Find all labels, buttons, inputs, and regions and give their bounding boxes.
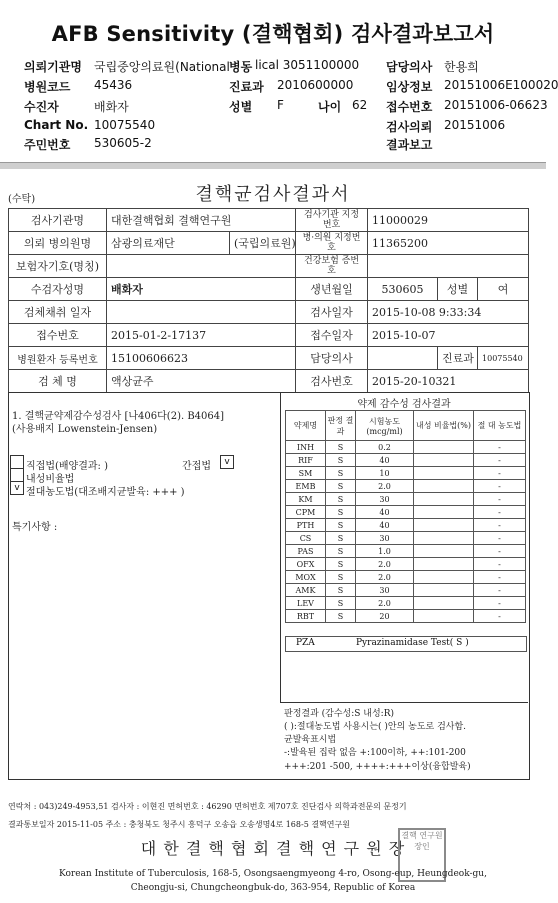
absolute-checkbox: v <box>10 481 24 495</box>
header-label: 병동 <box>229 60 253 74</box>
sens-cell: 30 <box>356 532 414 545</box>
sens-cell: - <box>474 493 526 506</box>
sens-cell <box>414 493 474 506</box>
sens-cell: - <box>474 545 526 558</box>
pza-label: PZA <box>296 638 315 648</box>
sens-cell: 20 <box>356 610 414 623</box>
sens-cell: - <box>474 532 526 545</box>
sens-row <box>286 558 526 571</box>
accept-number: 2015-01-2-17137 <box>107 324 296 347</box>
clinic-type: (국립의료원) <box>230 232 296 255</box>
sens-cell: CS <box>286 532 326 545</box>
sens-cell: S <box>326 454 356 467</box>
sens-cell <box>414 519 474 532</box>
sens-cell <box>414 545 474 558</box>
test-date: 2015-10-08 9:33:34 <box>368 301 529 324</box>
legend-line: ( ):절대농도법 사용시는( )안의 농도로 검사함. <box>284 722 467 732</box>
sens-cell: - <box>474 519 526 532</box>
header-label: 검사의뢰 <box>386 120 433 134</box>
accept-date: 2015-10-07 <box>368 324 529 347</box>
insurer <box>107 255 296 278</box>
patient-sex: 여 <box>478 278 529 301</box>
info-label: 검사일자 <box>296 301 368 324</box>
absolute-method: 절대농도법(대조배지균발육: +++ ) <box>26 487 185 498</box>
info-label: 검사번호 <box>296 370 368 393</box>
sens-cell: - <box>474 610 526 623</box>
info-label: 진료과 <box>438 347 478 370</box>
sens-cell: 0.2 <box>356 441 414 454</box>
sens-row <box>286 454 526 467</box>
sens-header: 내성 비율법(%) <box>414 411 474 441</box>
header-label: 주민번호 <box>24 138 71 152</box>
footer-contact: 연락처 : 043)249-4953,51 검사자 : 이현진 면허번호 : 46290 면허번호 제707호 진단검사 의학과전문의 문정기 <box>8 802 407 811</box>
patient-dob: 530605 <box>368 278 438 301</box>
header-value: 530605-2 <box>94 136 152 150</box>
sens-cell <box>414 558 474 571</box>
sensitivity-rows <box>286 441 526 623</box>
indirect-checkbox: v <box>220 455 234 469</box>
clinic-name: 삼광의료재단 <box>107 232 230 255</box>
sens-cell: SM <box>286 467 326 480</box>
report-title: AFB Sensitivity (결핵협회) 검사결과보고서 <box>51 22 495 46</box>
header-value: 20151006E100020 <box>444 78 558 92</box>
sens-row <box>286 545 526 558</box>
direct-checkbox <box>10 455 24 469</box>
sens-cell: S <box>326 506 356 519</box>
sens-cell: OFX <box>286 558 326 571</box>
header-label: 임상정보 <box>386 80 433 94</box>
sens-cell: 40 <box>356 519 414 532</box>
sens-cell: 2.0 <box>356 558 414 571</box>
sens-cell <box>414 584 474 597</box>
sens-cell: - <box>474 454 526 467</box>
info-label: 담당의사 <box>296 347 368 370</box>
info-label: 접수일자 <box>296 324 368 347</box>
clinic-number: 11365200 <box>368 232 529 255</box>
sens-row <box>286 493 526 506</box>
sens-cell: PTH <box>286 519 326 532</box>
sens-cell: 2.0 <box>356 480 414 493</box>
sens-cell <box>414 480 474 493</box>
sens-row <box>286 467 526 480</box>
sens-cell: S <box>326 480 356 493</box>
sens-row <box>286 532 526 545</box>
patient-name: 배화자 <box>107 278 296 301</box>
sens-row <box>286 441 526 454</box>
sens-header: 시험농도 (mcg/ml) <box>356 411 414 441</box>
header-label: 결과보고 <box>386 138 433 152</box>
header-label: 성별 <box>229 100 253 114</box>
info-label: 검체채취 일자 <box>9 301 107 324</box>
header-value: 2010600000 <box>277 78 354 92</box>
info-label: 건강보험 증번호 <box>296 255 368 278</box>
sens-cell: KM <box>286 493 326 506</box>
sens-cell: S <box>326 545 356 558</box>
doctor-name <box>368 347 438 370</box>
header-label: Chart No. <box>24 118 89 132</box>
sens-cell: - <box>474 584 526 597</box>
info-label: 의뢰 병의원명 <box>9 232 107 255</box>
header-label: 병원코드 <box>24 80 71 94</box>
legend-line: 판정결과 (감수성:S 내성:R) <box>284 709 394 719</box>
sens-cell: S <box>326 519 356 532</box>
sens-cell: 1.0 <box>356 545 414 558</box>
sens-cell: - <box>474 558 526 571</box>
info-label: 병원환자 등록번호 <box>9 347 107 370</box>
header-label: 나이 <box>318 100 342 114</box>
sensitivity-title: 약제 감수성 검사결과 <box>357 399 451 410</box>
resist-checkbox <box>10 468 24 482</box>
header-label: 담당의사 <box>386 60 433 74</box>
header-value: 10075540 <box>94 118 156 132</box>
sens-cell: - <box>474 441 526 454</box>
info-label: 성별 <box>438 278 478 301</box>
sens-cell <box>414 610 474 623</box>
sens-cell: - <box>474 597 526 610</box>
footer-address: 결과통보일자 2015-11-05 주소 : 충청북도 청주시 흥덕구 오송읍 오송생명4로 168-5 결핵연구원 <box>8 820 350 829</box>
resist-method: 내성비율법 <box>26 474 75 485</box>
sens-cell: - <box>474 467 526 480</box>
legend-line: -:발육된 집락 없음 +:100이하, ++:101-200 <box>284 748 466 758</box>
sens-cell: 2.0 <box>356 571 414 584</box>
info-label: 접수번호 <box>9 324 107 347</box>
sens-cell: CPM <box>286 506 326 519</box>
header-value: 배화자 <box>94 100 129 114</box>
official-seal: 결핵 연구원 장인 <box>398 828 446 882</box>
info-label: 수검자성명 <box>9 278 107 301</box>
sens-cell: - <box>474 480 526 493</box>
sens-cell: 30 <box>356 493 414 506</box>
sens-cell: PAS <box>286 545 326 558</box>
sens-cell: 40 <box>356 506 414 519</box>
sens-cell <box>414 441 474 454</box>
legend-line: +++:201 -500, ++++:+++이상(융합발육) <box>284 762 471 772</box>
sens-cell <box>414 454 474 467</box>
agency-name: 대한결핵협회 결핵연구원 <box>107 209 296 232</box>
header-label: 의뢰기관명 <box>24 60 82 74</box>
sens-row <box>286 571 526 584</box>
sens-cell: MOX <box>286 571 326 584</box>
sens-cell: S <box>326 597 356 610</box>
sens-cell: S <box>326 571 356 584</box>
method-title: 1. 결핵균약제감수성검사 [나406다(2). B4064] <box>12 411 225 422</box>
sensitivity-table <box>285 410 526 623</box>
header-value: 국립중앙의료원(National <box>94 60 230 74</box>
sens-cell <box>414 597 474 610</box>
info-label: 검사기관명 <box>9 209 107 232</box>
sens-cell: RBT <box>286 610 326 623</box>
header-label: 수진자 <box>24 100 59 114</box>
direct-method: 직접법(배양결과: ) <box>26 461 108 472</box>
sens-row <box>286 506 526 519</box>
sens-cell: S <box>326 532 356 545</box>
sens-row <box>286 597 526 610</box>
info-label: 병·의원 지정번호 <box>296 232 368 255</box>
info-label: 검사기관 지정번호 <box>296 209 368 232</box>
insurance-number <box>368 255 529 278</box>
sens-cell: S <box>326 584 356 597</box>
agency-number: 11000029 <box>368 209 529 232</box>
legend-box <box>280 702 528 779</box>
sens-row <box>286 519 526 532</box>
header-value: F <box>277 98 284 112</box>
sens-cell: S <box>326 441 356 454</box>
registration-number: 15100606623 <box>107 347 296 370</box>
sens-header: 판정 결과 <box>326 411 356 441</box>
sens-cell: 40 <box>356 454 414 467</box>
sens-row <box>286 480 526 493</box>
pza-row <box>285 636 527 652</box>
org-address-en: Cheongju-si, Chungcheongbuk-do, 363-954, Republic of Korea <box>130 883 416 893</box>
header-value: 20151006-06623 <box>444 98 548 112</box>
sens-cell: - <box>474 506 526 519</box>
frame-divider <box>280 392 281 702</box>
header-value: 62 <box>352 98 368 112</box>
doc-title: 결핵균검사결과서 <box>195 184 351 205</box>
sens-row <box>286 610 526 623</box>
collect-date <box>107 301 296 324</box>
header-value: lical 3051100000 <box>255 58 360 72</box>
info-label: 생년월일 <box>296 278 368 301</box>
org-address-en: Korean Institute of Tuberculosis, 168-5, Osongsaengmyeong 4-ro, Osong-eup, Heungdeok-gu, <box>59 869 487 879</box>
test-number: 2015-20-10321 <box>368 370 529 393</box>
header-label: 접수번호 <box>386 100 433 114</box>
sens-cell <box>414 532 474 545</box>
indirect-method: 간접법 <box>182 461 211 472</box>
sens-cell: S <box>326 610 356 623</box>
doc-tag: (수탁) <box>8 194 36 205</box>
section-divider <box>0 162 546 169</box>
org-name: 대 한 결 핵 협 회 결 핵 연 구 원 장 <box>140 839 406 858</box>
sens-cell: RIF <box>286 454 326 467</box>
sens-cell: 10 <box>356 467 414 480</box>
header-value: 한용희 <box>444 60 479 74</box>
sens-cell: S <box>326 558 356 571</box>
sens-cell <box>414 467 474 480</box>
sens-cell: EMB <box>286 480 326 493</box>
sens-cell: INH <box>286 441 326 454</box>
legend-line: 균발육표시법 <box>284 735 337 745</box>
sens-cell: S <box>326 467 356 480</box>
pza-result: Pyrazinamidase Test( S ) <box>356 638 469 648</box>
header-value: 20151006 <box>444 118 506 132</box>
sens-cell: S <box>326 493 356 506</box>
info-label: 보험자기호(명칭) <box>9 255 107 278</box>
sens-cell <box>414 506 474 519</box>
info-label: 검 체 명 <box>9 370 107 393</box>
header-label: 진료과 <box>229 80 264 94</box>
department: 10075540 <box>478 347 529 370</box>
info-table <box>8 208 529 393</box>
sens-cell: - <box>474 571 526 584</box>
sens-cell: LEV <box>286 597 326 610</box>
sens-cell: 30 <box>356 584 414 597</box>
sens-header: 절 대 농도법 <box>474 411 526 441</box>
notes-label: 특기사항 : <box>12 522 58 533</box>
specimen-name: 액상균주 <box>107 370 296 393</box>
sens-header: 약제명 <box>286 411 326 441</box>
sens-row <box>286 584 526 597</box>
header-value: 45436 <box>94 78 133 92</box>
sens-cell: AMK <box>286 584 326 597</box>
sens-cell: 2.0 <box>356 597 414 610</box>
sens-cell <box>414 571 474 584</box>
medium-text: (사용배지 Lowenstein-Jensen) <box>12 424 158 435</box>
